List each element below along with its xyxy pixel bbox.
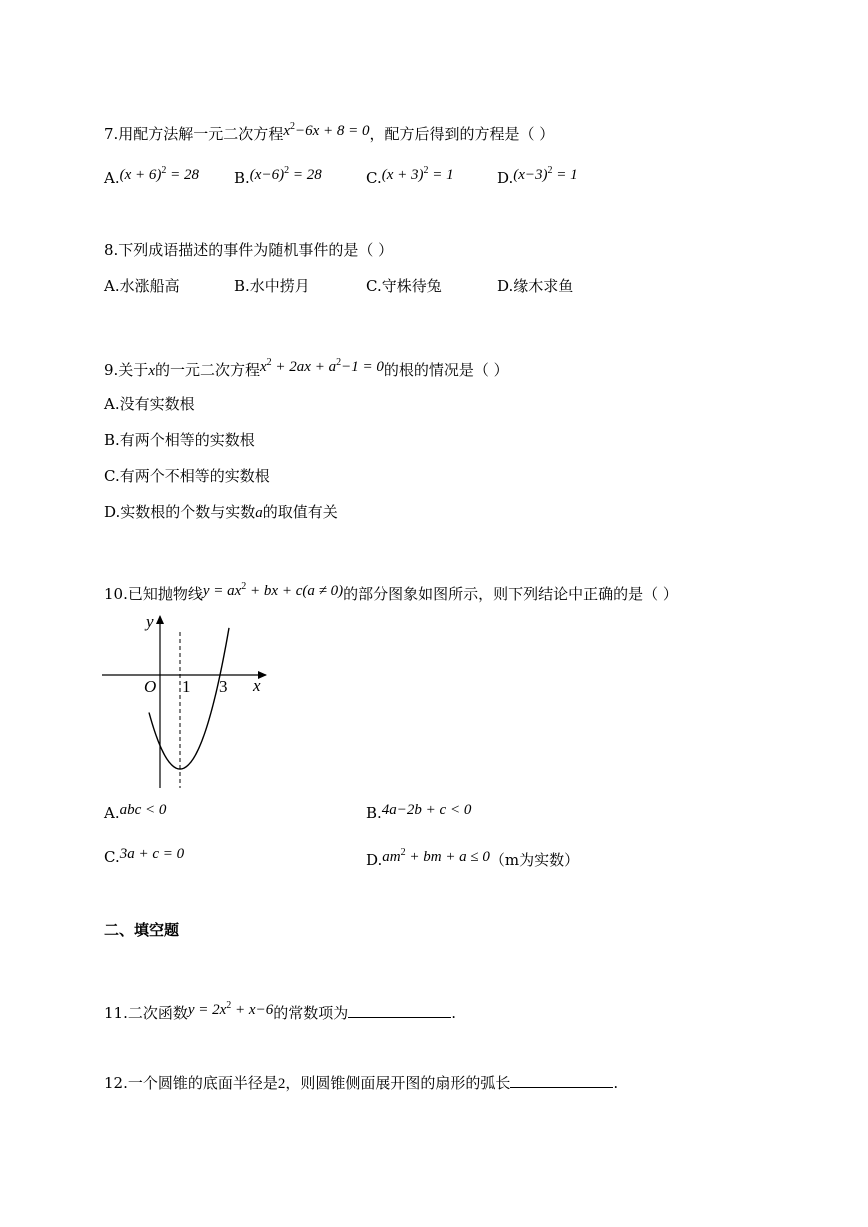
q11-stem-mid: 的常数项为 [273, 1004, 349, 1022]
section-heading: 二、填空题 [104, 921, 180, 939]
q12-end: . [613, 1074, 619, 1092]
q9-stem-text: 9.关于 [104, 361, 149, 379]
q9-option-d[interactable] [104, 502, 338, 523]
q8-stem: 8.下列成语描述的事件为随机事件的是（ ） [104, 241, 394, 259]
q12-value: 2 [277, 1076, 286, 1092]
tick-label-1: 1 [182, 677, 191, 696]
q11-answer-blank[interactable] [348, 1003, 451, 1018]
q9-option-d-end: 的取值有关 [262, 503, 338, 521]
q7-option-b-expr: $(x-6)^2 = 28$ [249, 165, 322, 183]
q10-stem [104, 581, 678, 605]
q8-option-c[interactable]: C.守株待兔 [366, 277, 442, 295]
q9-equation: $x^2 + 2ax + a^2-1 = 0$ [260, 357, 384, 375]
q7-option-d-expr: $(x-3)^2 = 1$ [513, 165, 578, 183]
q10-stem-text: 10.已知抛物线 [104, 585, 203, 603]
q7-option-c-expr: $(x + 3)^2 = 1$ [381, 165, 454, 183]
q12-stem [104, 1073, 618, 1094]
q9-option-a[interactable]: A.没有实数根 [104, 395, 195, 413]
q8-option-d[interactable]: D.缘木求鱼 [497, 277, 574, 295]
q7-stem-text: 7.用配方法解一元二次方程 [104, 125, 284, 143]
q11-stem-text: 11.二次函数 [104, 1004, 188, 1022]
y-axis-label: y [146, 612, 154, 631]
x-axis-label: x [253, 676, 261, 695]
parabola-curve [149, 628, 229, 769]
q9-stem-end: 的根的情况是（ ） [383, 361, 509, 379]
q10-option-b[interactable]: B.4a−2b + c < 0 [366, 802, 472, 822]
q11-equation: $y = 2x^2 + x-6$ [187, 1000, 274, 1018]
tick-label-3: 3 [219, 677, 228, 696]
q10-option-d-note: （m为实数） [489, 851, 580, 869]
q7-option-d[interactable]: $D.(x-3)^2 = 1$ [497, 165, 578, 187]
q8-option-b[interactable]: B.水中捞月 [234, 277, 310, 295]
q12-stem-text: 12.一个圆锥的底面半径是 [104, 1074, 278, 1092]
q9-var: x [148, 363, 155, 379]
q10-stem-end: 的部分图象如图所示，则下列结论中正确的是（ ） [343, 585, 678, 603]
q10-option-b-expr: 4a−2b + c < 0 [381, 802, 472, 818]
q9-option-d-text: D.实数根的个数与实数 [104, 503, 256, 521]
q7-stem-end: ，配方后得到的方程是（ ） [369, 125, 555, 143]
q9-option-d-var: a [255, 505, 263, 521]
q10-option-c-expr: 3a + c = 0 [119, 846, 185, 862]
q10-option-a[interactable]: A.abc < 0 [104, 802, 167, 822]
q10-option-d-expr: $am^2$ + bm + a ≤ 0 [382, 847, 490, 865]
origin-label: O [144, 677, 157, 696]
q9-stem [104, 357, 509, 381]
q10-option-c[interactable]: C.3a + c = 0 [104, 846, 185, 866]
q9-option-b[interactable]: B.有两个相等的实数根 [104, 431, 255, 449]
q7-stem [104, 121, 554, 145]
q9-stem-mid: 的一元二次方程 [154, 361, 260, 379]
q11-end: . [451, 1004, 456, 1022]
q7-option-b[interactable]: $B.(x-6)^2 = 28$ [234, 165, 322, 187]
q11-stem [104, 1000, 456, 1024]
q10-option-a-expr: abc < 0 [119, 802, 167, 818]
q7-equation: $x^2-6x + 8 = 0$ [283, 121, 370, 139]
q12-answer-blank[interactable] [510, 1073, 613, 1088]
q8-option-a[interactable]: A.水涨船高 [104, 277, 180, 295]
q7-option-a[interactable]: $A.(x + 6)^2 = 28$ [104, 165, 200, 187]
q10-option-d[interactable]: $D.am^2$ + bm + a ≤ 0（m为实数） [366, 847, 580, 869]
q7-option-c[interactable]: $C.(x + 3)^2 = 1$ [366, 165, 454, 187]
q10-equation: $y = ax^2$ + bx + c(a ≠ 0) [202, 581, 344, 599]
q7-option-a-expr: $(x + 6)^2 = 28$ [119, 165, 200, 183]
parabola-graph [100, 612, 270, 792]
q9-option-c[interactable]: C.有两个不相等的实数根 [104, 467, 270, 485]
q12-stem-mid: ，则圆锥侧面展开图的扇形的弧长 [285, 1074, 511, 1092]
